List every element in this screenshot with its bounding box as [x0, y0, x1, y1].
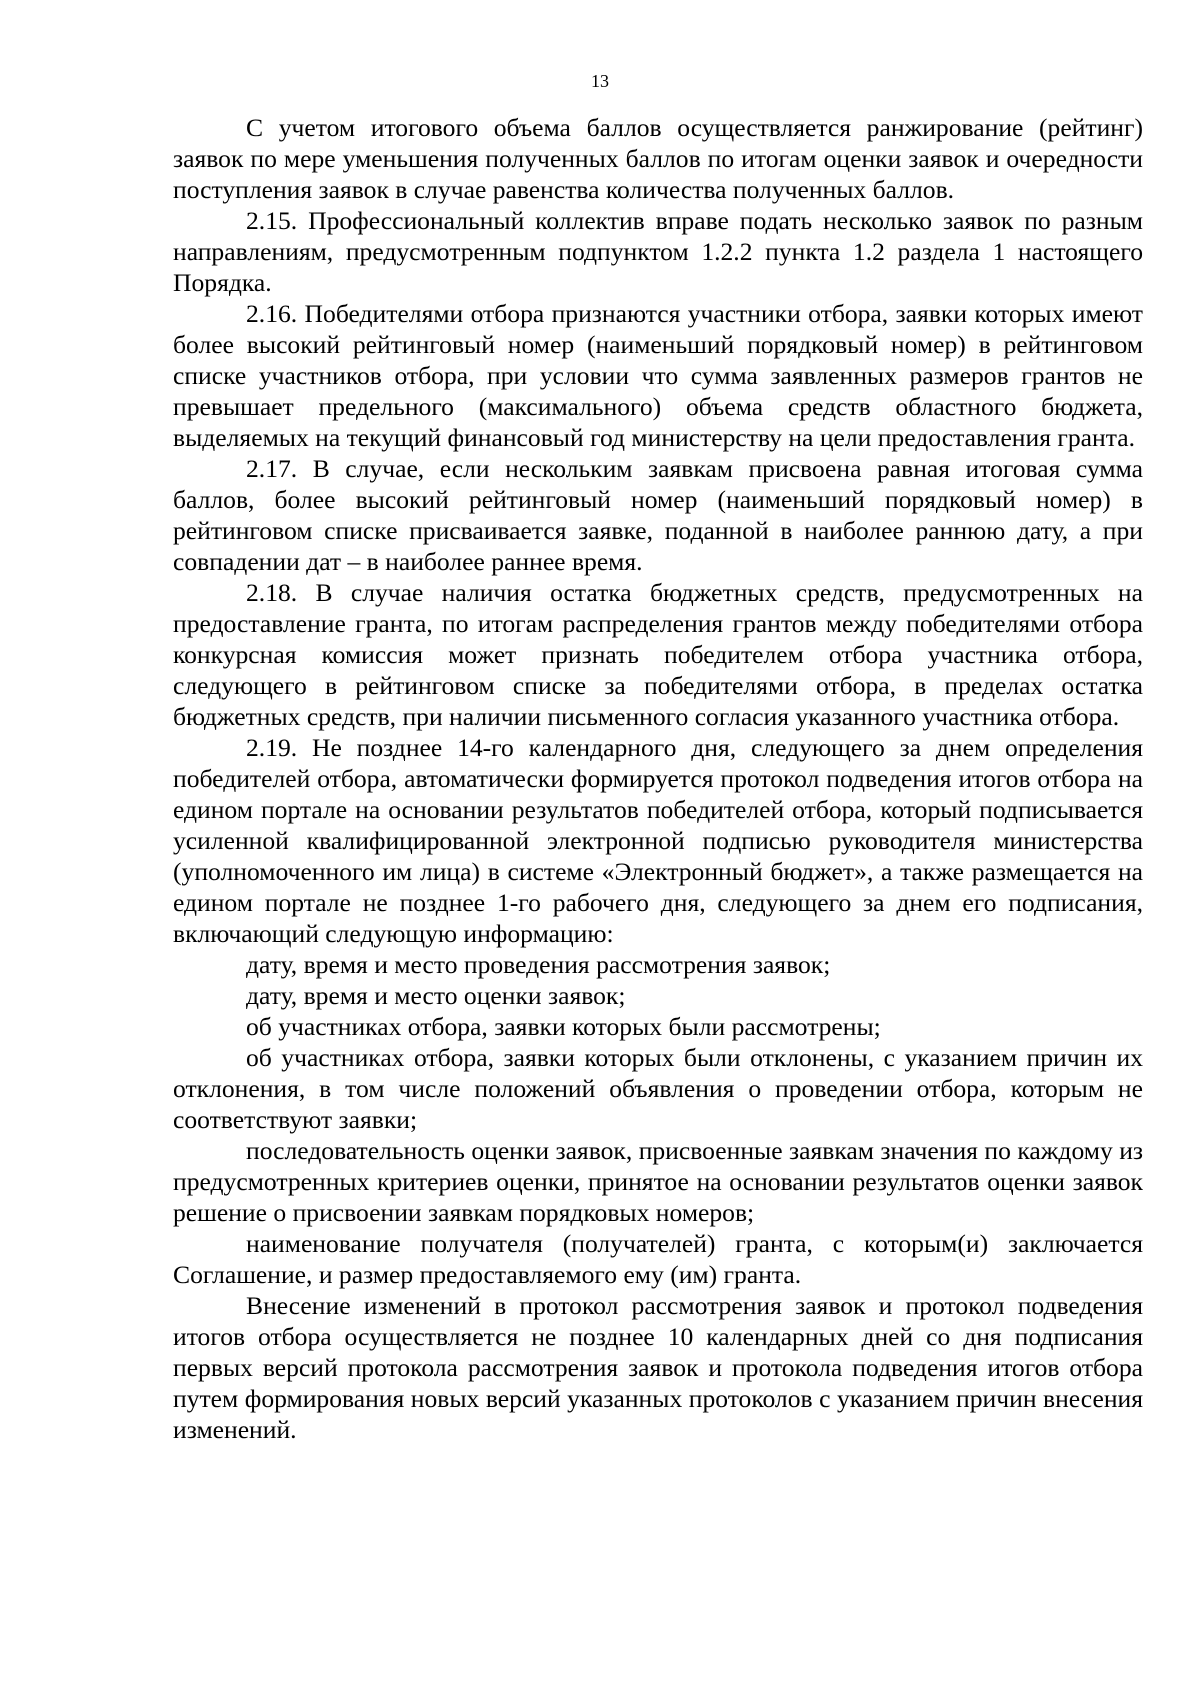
list-item-reviewed-participants: об участниках отбора, заявки которых были рассмотрены; — [246, 1012, 881, 1041]
list-item-review-date: дату, время и место проведения рассмотрения заявок; — [246, 950, 831, 979]
list-item-evaluation-date: дату, время и место оценки заявок; — [246, 981, 626, 1010]
list-item-grant-recipient: наименование получателя (получателей) гранта, с которым(и) заключается Соглашение, и размер предоставляемого ему (им) гранта. — [173, 1229, 1143, 1289]
paragraph-2-16: 2.16. Победителями отбора признаются участники отбора, заявки которых имеют более высокий рейтинговый номер (наименьший порядковый номер) в рейтинговом списке участников отбора, при условии что сумма заявленных размеров грантов не превышает предельного (максимального) объема средств областного бюджета, выделяемых на текущий финансовый год министерству на цели предоставления гранта. — [173, 299, 1143, 452]
page-number: 13 — [591, 71, 609, 91]
paragraph-2-15: 2.15. Профессиональный коллектив вправе подать несколько заявок по разным направлениям, предусмотренным подпунктом 1.2.2 пункта 1.2 раздела 1 настоящего Порядка. — [173, 206, 1143, 297]
list-item-evaluation-sequence: последовательность оценки заявок, присвоенные заявкам значения по каждому из предусмотренных критериев оценки, принятое на основании результатов оценки заявок решение о присвоении заявкам порядковых номеров; — [173, 1136, 1143, 1227]
paragraph-2-17: 2.17. В случае, если нескольким заявкам присвоена равная итоговая сумма баллов, более высокий рейтинговый номер (наименьший порядковый номер) в рейтинговом списке присваивается заявке, поданной в наиболее раннюю дату, а при совпадении дат – в наиболее раннее время. — [173, 454, 1143, 576]
paragraph-2-19: 2.19. Не позднее 14-го календарного дня, следующего за днем определения победителей отбора, автоматически формируется протокол подведения итогов отбора на едином портале на основании результатов победителей отбора, который подписывается усиленной квалифицированной электронной подписью руководителя министерства (уполномоченного им лица) в системе «Электронный бюджет», а также размещается на едином портале не позднее 1-го рабочего дня, следующего за днем его подписания, включающий следующую информацию: — [173, 733, 1143, 948]
document-body — [173, 112, 1143, 1445]
paragraph-2-18: 2.18. В случае наличия остатка бюджетных средств, предусмотренных на предоставление гранта, по итогам распределения грантов между победителями отбора конкурсная комиссия может признать победителем отбора участника отбора, следующего в рейтинговом списке за победителями отбора, в пределах остатка бюджетных средств, при наличии письменного согласия указанного участника отбора. — [173, 578, 1143, 731]
paragraph-protocol-changes: Внесение изменений в протокол рассмотрения заявок и протокол подведения итогов отбора осуществляется не позднее 10 календарных дней со дня подписания первых версий протокола рассмотрения заявок и протокола подведения итогов отбора путем формирования новых версий указанных протоколов с указанием причин внесения изменений. — [173, 1291, 1143, 1444]
list-item-rejected-participants: об участниках отбора, заявки которых были отклонены, с указанием причин их отклонения, в том числе положений объявления о проведении отбора, которым не соответствуют заявки; — [173, 1043, 1143, 1134]
paragraph-ranking: С учетом итогового объема баллов осуществляется ранжирование (рейтинг) заявок по мере уменьшения полученных баллов по итогам оценки заявок и очередности поступления заявок в случае равенства количества полученных баллов. — [173, 113, 1143, 204]
